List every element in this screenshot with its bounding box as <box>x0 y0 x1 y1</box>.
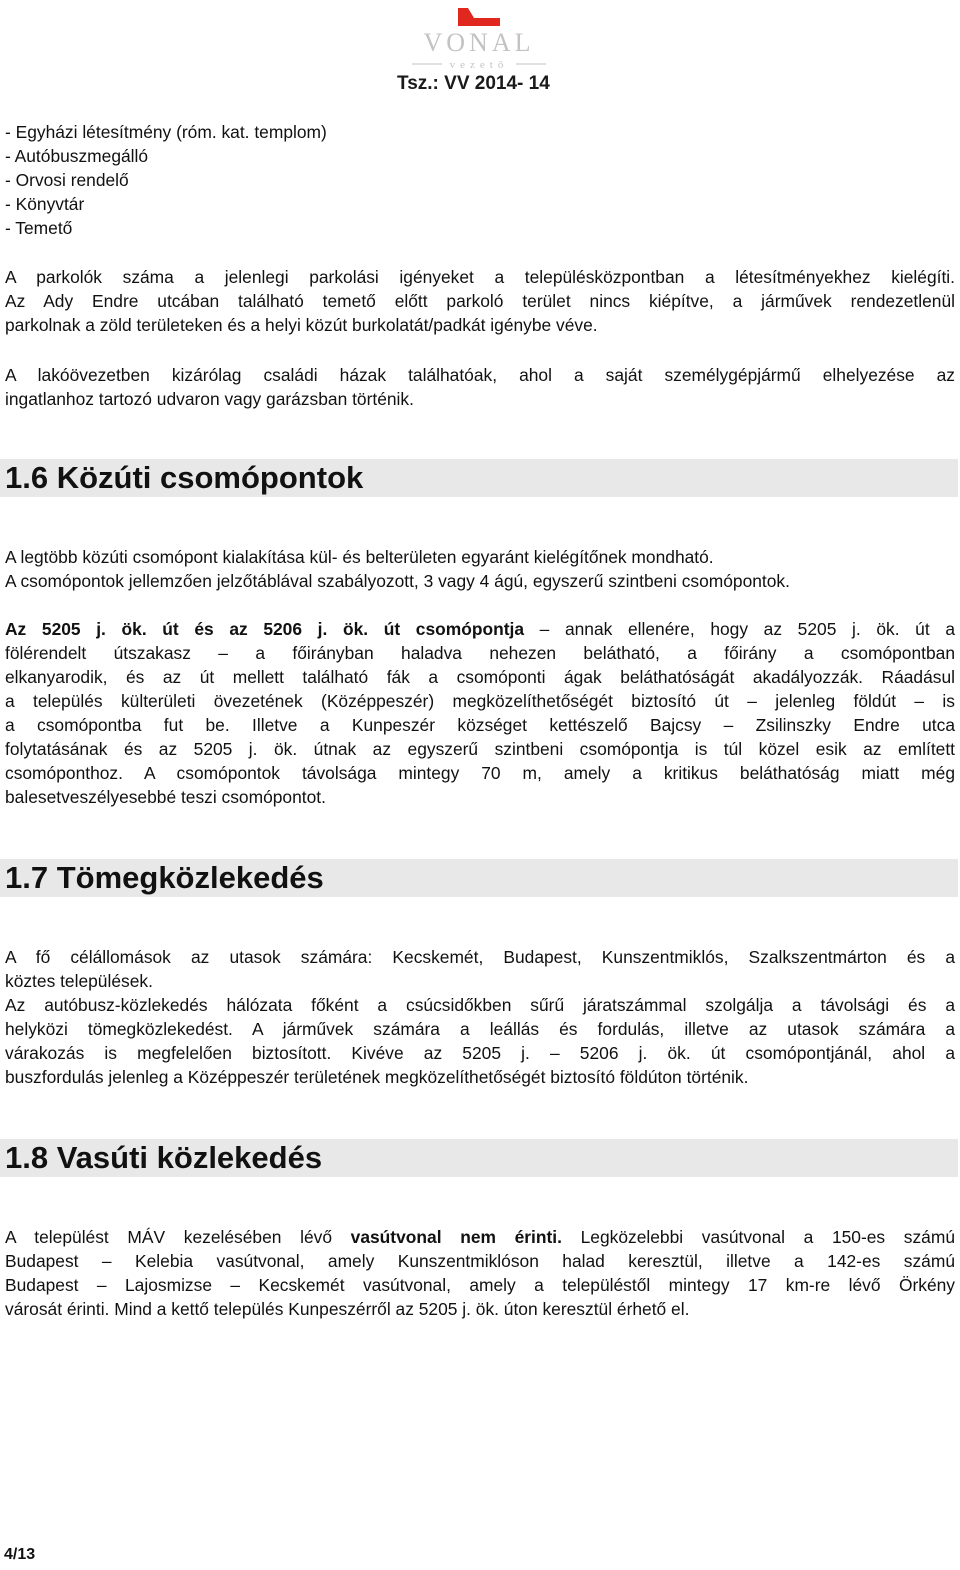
paragraph-line: fölérendelt útszakasz – a főirányban haladva nehezen belátható, a főirány a csomópontban <box>5 643 955 663</box>
railway-paragraph <box>5 1225 955 1321</box>
paragraph-line: városát érinti. Mind a kettő település Kunpeszérről az 5205 j. ök. úton keresztül érhető el. <box>5 1299 690 1319</box>
paragraph-line: Az autóbusz-közlekedés hálózata főként a csúcsidőkben sűrű járatszámmal szolgálja a távolsági és a <box>5 995 955 1015</box>
paragraph-line: A fő célállomások az utasok számára: Kecskemét, Budapest, Kunszentmiklós, Szalkszentmárton és a <box>5 947 955 967</box>
paragraph-line <box>5 617 955 641</box>
logo-brand-text: VONAL <box>423 28 535 57</box>
bold-phrase: vasútvonal nem érinti. <box>350 1227 562 1247</box>
section-heading-1-6: 1.6 Közúti csomópontok <box>0 459 958 497</box>
paragraph-line: buszfordulás jelenleg a Középpeszér területének megközelíthetőségét biztosító földúton történik. <box>5 1067 749 1087</box>
paragraph-line: balesetveszélyesebbé teszi csomópontot. <box>5 787 326 807</box>
line-part: Legközelebbi vasútvonal a 150-es számú <box>561 1227 956 1247</box>
intersection-paragraph-2 <box>5 617 955 809</box>
vonal-logo-graphic <box>408 6 550 70</box>
document-number: Tsz.: VV 2014- 14 <box>397 73 550 94</box>
paragraph-line: köztes települések. <box>5 971 153 991</box>
paragraph-line: A lakóövezetben kizárólag családi házak találhatóak, ahol a saját személygépjármű elhelyezése az <box>5 365 955 385</box>
paragraph-line: parkolnak a zöld területeken és a helyi közút burkolatát/padkát igénybe véve. <box>5 315 598 335</box>
transit-paragraph-2 <box>5 993 955 1089</box>
paragraph-line: Az Ady Endre utcában található temető előtt parkoló terület nincs kiépítve, a járművek rendezetlenül <box>5 291 955 311</box>
list-item: - Autóbuszmegálló <box>5 146 149 166</box>
vonal-logo <box>408 6 550 70</box>
paragraph-line: elkanyarodik, és az út mellett található fák a csomóponti ágak beláthatóságát akadályozzák. Ráadásul <box>5 667 955 687</box>
paragraph-line: A legtöbb közúti csomópont kialakítása kül- és belterületen egyaránt kielégítőnek mondható. <box>5 547 714 567</box>
paragraph-line: a csomópontba fut be. Illetve a Kunpeszér községet kettészelő Bajcsy – Zsilinszky Endre utca <box>5 715 955 735</box>
intersection-paragraph-1 <box>5 545 955 593</box>
bold-intro: Az 5205 j. ök. út és az 5206 j. ök. út csomópontja <box>5 619 524 639</box>
section-heading-1-7: 1.7 Tömegközlekedés <box>0 859 958 897</box>
paragraph-line: a település külterületi övezetének (Középpeszér) megközelíthetőségét biztosító út – jelenleg földút – is <box>5 691 955 711</box>
paragraph-line: várakozás is megfelelően biztosított. Kivéve az 5205 j. – 5206 j. ök. út csomópontjánál, ahol a <box>5 1043 955 1063</box>
paragraph-line <box>5 1225 955 1249</box>
page-number: 4/13 <box>4 1546 36 1563</box>
list-item: - Könyvtár <box>5 194 85 214</box>
facility-list <box>5 120 955 240</box>
list-item: - Orvosi rendelő <box>5 170 129 190</box>
transit-paragraph-1 <box>5 945 955 993</box>
list-item: - Egyházi létesítmény (róm. kat. templom) <box>5 122 327 142</box>
list-item: - Temető <box>5 218 73 238</box>
paragraph-line: folytatásának és az 5205 j. ök. útnak az egyszerű szintbeni csomópontja is túl közel esik az említett <box>5 739 955 759</box>
paragraph-line: Budapest – Kelebia vasútvonal, amely Kunszentmiklóson halad keresztül, illetve a 142-es számú <box>5 1251 955 1271</box>
logo-red-mark <box>458 8 500 26</box>
paragraph-line: Budapest – Lajosmizse – Kecskemét vasútvonal, amely a településtől mintegy 17 km-re lévő Örkény <box>5 1275 955 1295</box>
paragraph-line: csomóponthoz. A csomópontok távolsága mintegy 70 m, amely a kritikus beláthatóság miatt még <box>5 763 955 783</box>
section-heading-1-8: 1.8 Vasúti közlekedés <box>0 1139 958 1177</box>
line-rest: – annak ellenére, hogy az 5205 j. ök. út a <box>524 619 955 639</box>
parking-paragraph <box>5 265 955 337</box>
residential-paragraph <box>5 363 955 411</box>
paragraph-line: ingatlanhoz tartozó udvaron vagy garázsban történik. <box>5 389 414 409</box>
paragraph-line: helyközi tömegközlekedést. A járművek számára a leállás és fordulás, illetve az utasok számára a <box>5 1019 955 1039</box>
paragraph-line: A parkolók száma a jelenlegi parkolási igényeket a településközpontban a létesítményekhez kielégíti. <box>5 267 955 287</box>
paragraph-line: A csomópontok jellemzően jelzőtáblával szabályozott, 3 vagy 4 ágú, egyszerű szintbeni csomópontok. <box>5 571 790 591</box>
logo-sub-text: vezető <box>449 59 509 70</box>
line-part: A települést MÁV kezelésében lévő <box>5 1227 351 1247</box>
